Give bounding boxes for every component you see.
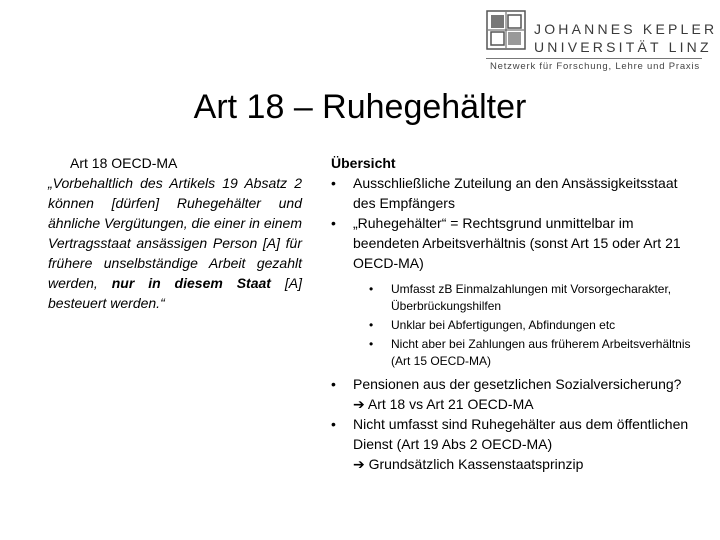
sub-bullet-item	[331, 336, 696, 370]
bullet-item	[331, 213, 696, 273]
logo-line-1: JOHANNES KEPLER	[534, 21, 718, 37]
right-column	[331, 153, 696, 474]
university-emblem-icon	[486, 10, 526, 50]
university-logo	[486, 8, 718, 74]
bullet-icon: •	[369, 318, 374, 332]
bullet-text-3-cont: Art 18 vs Art 21 OECD-MA	[367, 396, 534, 412]
bullet-text-1: Ausschließliche Zuteilung an den Ansässigkeitsstaat des Empfängers	[353, 175, 678, 211]
quote-emphasis: nur in diesem Staat	[111, 275, 271, 291]
arrow-right-icon: ➔	[353, 396, 365, 412]
bullet-icon: •	[331, 215, 336, 231]
left-heading: Art 18 OECD-MA	[70, 155, 178, 171]
logo-line-2: UNIVERSITÄT LINZ	[534, 39, 712, 55]
quote-part-1: „Vorbehaltlich des Artikels 19 Absatz 2 können [dürfen] Ruhegehälter und ähnliche Vergütungen, die einer in einem Vertragsstaat ansässigen Person [A] für frühere unselbständige Arbeit gezahlt werden,	[48, 175, 302, 291]
slide-title: Art 18 – Ruhegehälter	[193, 88, 527, 126]
sub-bullet-text-3: Nicht aber bei Zahlungen aus früherem Arbeitsverhältnis (Art 15 OECD-MA)	[391, 337, 691, 368]
logo-tagline: Netzwerk für Forschung, Lehre und Praxis	[490, 61, 700, 72]
sub-bullet-text-2: Unklar bei Abfertigungen, Abfindungen etc	[391, 318, 616, 332]
logo-divider	[486, 58, 702, 59]
sub-bullet-item	[331, 281, 696, 315]
bullet-item	[331, 414, 696, 474]
bullet-icon: •	[331, 175, 336, 191]
bullet-icon: •	[369, 337, 374, 351]
bullet-text-2: „Ruhegehälter“ = Rechtsgrund unmittelbar im beendeten Arbeitsverhältnis (sonst Art 15 oder Art 21 OECD-MA)	[353, 215, 681, 271]
bullet-icon: •	[331, 376, 336, 392]
quote-part-2: [A] besteuert werden.“	[48, 275, 303, 311]
bullet-icon: •	[331, 416, 336, 432]
arrow-right-icon: ➔	[353, 456, 365, 472]
bullet-text-4: Nicht umfasst sind Ruhegehälter aus dem öffentlichen Dienst (Art 19 Abs 2 OECD-MA)	[353, 416, 689, 452]
sub-bullet-item	[331, 317, 696, 334]
bullet-text-3: Pensionen aus der gesetzlichen Sozialversicherung?	[353, 376, 682, 392]
bullet-icon: •	[369, 282, 374, 296]
left-column	[48, 153, 302, 313]
bullet-item	[331, 374, 696, 414]
article-quote	[48, 173, 302, 313]
bullet-item	[331, 173, 696, 213]
bullet-text-4-cont: Grundsätzlich Kassenstaatsprinzip	[368, 456, 584, 472]
sub-bullet-text-1: Umfasst zB Einmalzahlungen mit Vorsorgecharakter, Überbrückungshilfen	[391, 282, 672, 313]
overview-heading: Übersicht	[331, 155, 396, 171]
